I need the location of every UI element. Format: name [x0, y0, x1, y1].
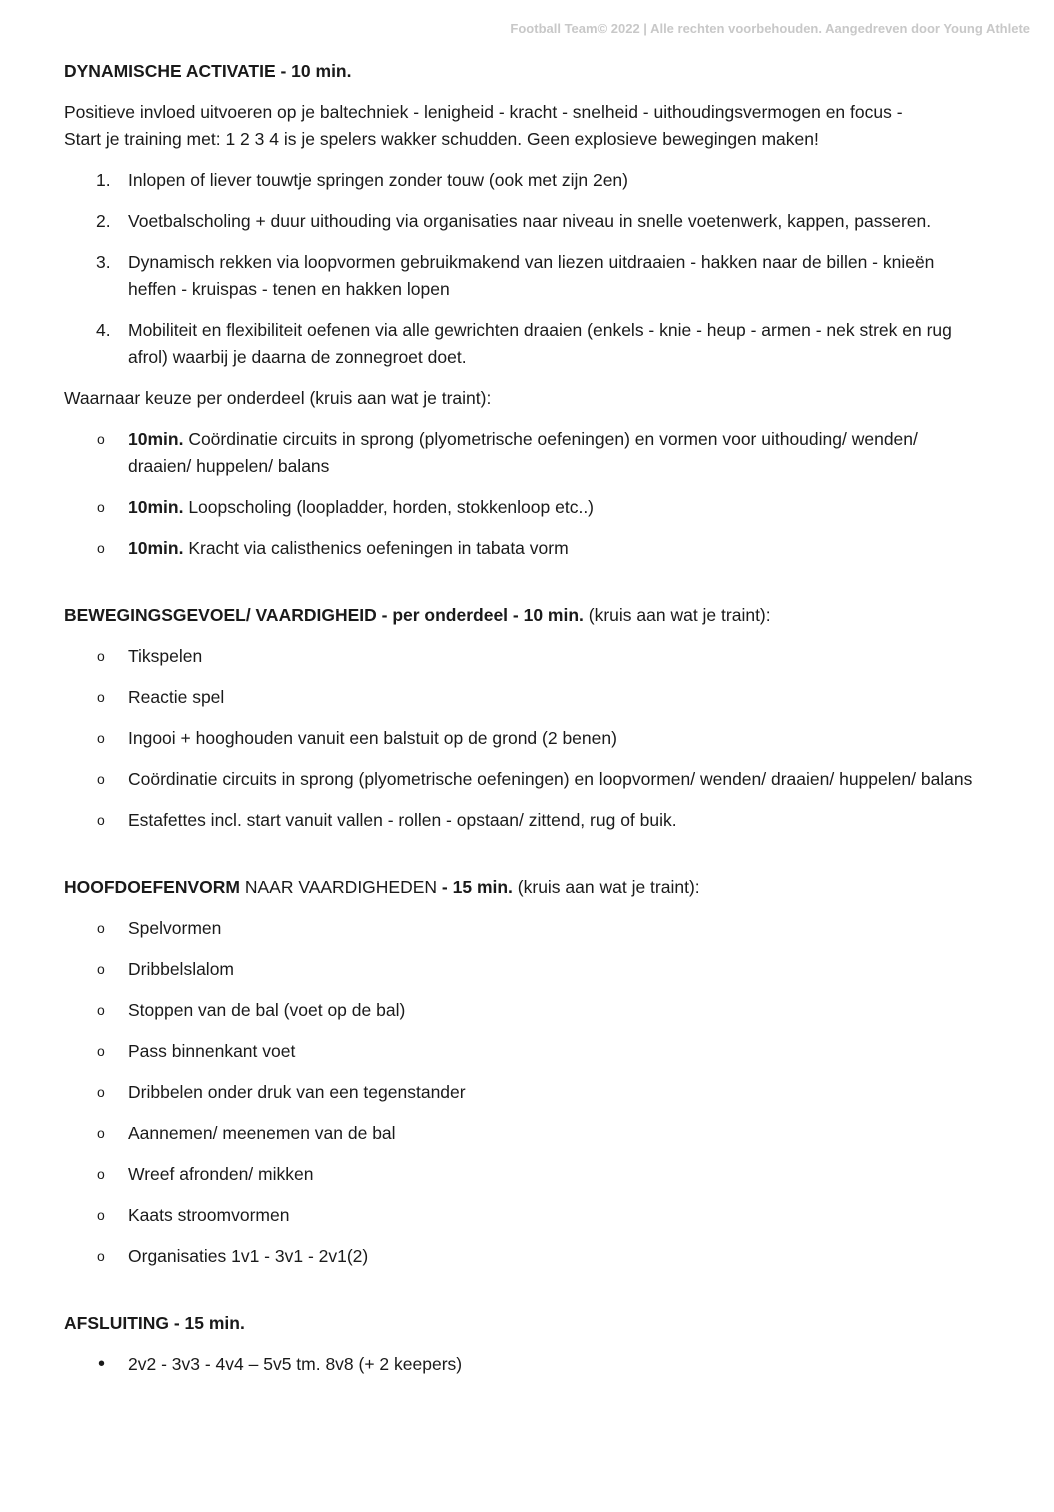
circle-bullet-icon: o [97, 961, 105, 977]
checklist-item[interactable] [64, 426, 984, 480]
disc-bullet-icon: • [98, 1353, 106, 1375]
section-title-bold-2: - 15 min. [441, 877, 513, 897]
list-item-text: Coördinatie circuits in sprong (plyometrische oefeningen) en loopvormen/ wenden/ draaien/ huppelen/ balans [128, 769, 973, 789]
circle-bullet-icon: o [97, 920, 105, 936]
list-item-text: Pass binnenkant voet [128, 1041, 296, 1061]
section-spacer [64, 562, 984, 602]
list-item [64, 167, 984, 194]
circle-bullet-icon: o [97, 1207, 105, 1223]
skills-list [64, 643, 984, 834]
list-item-text: 2v2 - 3v3 - 4v4 – 5v5 tm. 8v8 (+ 2 keepers) [128, 1354, 463, 1374]
list-item-text: Voetbalscholing + duur uithouding via organisaties naar niveau in snelle voetenwerk, kappen, passeren. [128, 211, 932, 231]
list-item-text: Ingooi + hooghouden vanuit een balstuit op de grond (2 benen) [128, 728, 617, 748]
list-item [64, 249, 984, 303]
checklist-item[interactable] [64, 643, 984, 670]
list-item-text: Organisaties 1v1 - 3v1 - 2v1(2) [128, 1246, 369, 1266]
list-number: 1. [96, 170, 111, 190]
intro-line-1: Positieve invloed uitvoeren op je baltechniek - lenigheid - kracht - snelheid - uithoudingsvermogen en focus - [64, 102, 903, 122]
checklist-item[interactable] [64, 494, 984, 521]
circle-bullet-icon: o [97, 1084, 105, 1100]
list-item-text: Aannemen/ meenemen van de bal [128, 1123, 396, 1143]
checklist-item[interactable] [64, 684, 984, 711]
checklist-item[interactable] [64, 915, 984, 942]
section-title-rest: (kruis aan wat je traint): [512, 877, 700, 897]
list-item-text: Stoppen van de bal (voet op de bal) [128, 1000, 406, 1020]
closing-list [64, 1351, 984, 1378]
choice-label: Waarnaar keuze per onderdeel (kruis aan wat je traint): [64, 388, 492, 408]
circle-bullet-icon: o [97, 730, 105, 746]
list-item [64, 317, 984, 371]
list-item [64, 208, 984, 235]
checklist-item[interactable] [64, 1161, 984, 1188]
section-title [64, 874, 984, 901]
circle-bullet-icon: o [97, 1125, 105, 1141]
circle-bullet-icon: o [97, 812, 105, 828]
intro-line-2: Start je training met: 1 2 3 4 is je spelers wakker schudden. Geen explosieve bewegingen maken! [64, 129, 819, 149]
section-title-text: AFSLUITING - 15 min. [64, 1313, 245, 1333]
circle-bullet-icon: o [97, 1248, 105, 1264]
circle-bullet-icon: o [97, 1166, 105, 1182]
circle-bullet-icon: o [97, 1043, 105, 1059]
checklist-item[interactable] [64, 725, 984, 752]
list-item [64, 1351, 984, 1378]
section-title-bold: HOOFDOEFENVORM [64, 877, 240, 897]
section-spacer [64, 834, 984, 874]
duration-label: 10min. [128, 429, 184, 449]
circle-bullet-icon: o [97, 689, 105, 705]
checklist-item[interactable] [64, 807, 984, 834]
steps-list [64, 167, 984, 371]
choices-list [64, 426, 984, 562]
list-number: 4. [96, 320, 111, 340]
list-item-text: Mobiliteit en flexibiliteit oefenen via alle gewrichten draaien (enkels - knie - heup - armen - nek strek en rug afrol) waarbij je daarna de zonnegroet doet. [128, 320, 952, 367]
list-item-text: Dribbelslalom [128, 959, 235, 979]
duration-label: 10min. [128, 538, 184, 558]
checklist-item[interactable] [64, 1079, 984, 1106]
section-title-rest: (kruis aan wat je traint): [583, 605, 771, 625]
training-document [64, 58, 984, 1378]
checklist-item[interactable] [64, 535, 984, 562]
list-item-text: Tikspelen [128, 646, 203, 666]
list-item-text: Kaats stroomvormen [128, 1205, 290, 1225]
section-title-mid: NAAR VAARDIGHEDEN [239, 877, 442, 897]
section-dynamische-activatie [64, 58, 984, 562]
checklist-item[interactable] [64, 1202, 984, 1229]
list-item-text: Inlopen of liever touwtje springen zonder touw (ook met zijn 2en) [128, 170, 628, 190]
list-number: 3. [96, 252, 111, 272]
section-spacer [64, 1270, 984, 1310]
checklist-item[interactable] [64, 1243, 984, 1270]
list-item-text: Reactie spel [128, 687, 225, 707]
section-title [64, 58, 984, 85]
checklist-item[interactable] [64, 766, 984, 793]
list-item-text: Loopscholing (loopladder, horden, stokkenloop etc..) [183, 497, 595, 517]
exercises-list [64, 915, 984, 1270]
circle-bullet-icon: o [97, 1002, 105, 1018]
checklist-item[interactable] [64, 1038, 984, 1065]
section-title-bold: BEWEGINGSGEVOEL/ VAARDIGHEID - per onderdeel - 10 min. [64, 605, 584, 625]
list-item-text: Spelvormen [128, 918, 222, 938]
section-title-text: DYNAMISCHE ACTIVATIE - 10 min. [64, 61, 352, 81]
list-item-text: Wreef afronden/ mikken [128, 1164, 314, 1184]
list-item-text: Dribbelen onder druk van een tegenstander [128, 1082, 466, 1102]
circle-bullet-icon: o [97, 431, 105, 447]
checklist-item[interactable] [64, 956, 984, 983]
section-afsluiting [64, 1310, 984, 1378]
list-item-text: Coördinatie circuits in sprong (plyometrische oefeningen) en vormen voor uithouding/ wenden/ draaien/ huppelen/ balans [128, 429, 918, 476]
section-title [64, 602, 984, 629]
intro-paragraph [64, 99, 984, 153]
duration-label: 10min. [128, 497, 184, 517]
list-item-text: Estafettes incl. start vanuit vallen - rollen - opstaan/ zittend, rug of buik. [128, 810, 677, 830]
list-item-text: Dynamisch rekken via loopvormen gebruikmakend van liezen uitdraaien - hakken naar de billen - knieën heffen - kruispas - tenen en hakken lopen [128, 252, 935, 299]
list-item-text: Kracht via calisthenics oefeningen in tabata vorm [183, 538, 569, 558]
section-hoofdoefenvorm [64, 874, 984, 1270]
list-number: 2. [96, 211, 111, 231]
section-title [64, 1310, 984, 1337]
copyright-header: Football Team© 2022 | Alle rechten voorbehouden. Aangedreven door Young Athlete [510, 21, 1030, 36]
circle-bullet-icon: o [97, 499, 105, 515]
checklist-item[interactable] [64, 1120, 984, 1147]
circle-bullet-icon: o [97, 648, 105, 664]
section-bewegingsgevoel [64, 602, 984, 834]
circle-bullet-icon: o [97, 540, 105, 556]
checklist-item[interactable] [64, 997, 984, 1024]
circle-bullet-icon: o [97, 771, 105, 787]
